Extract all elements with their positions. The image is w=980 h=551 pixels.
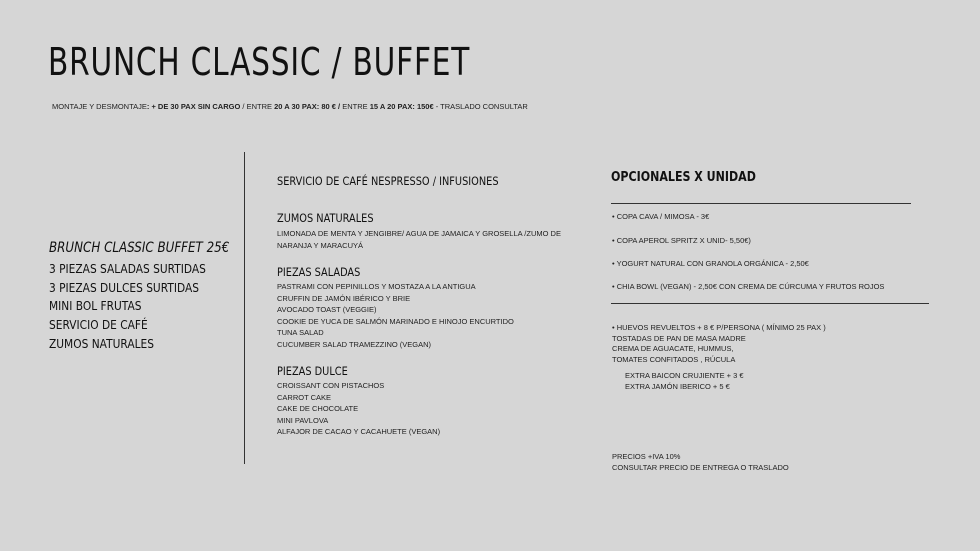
coffee-section <box>277 174 538 188</box>
juices-line: NARANJA Y MARACUYÁ <box>277 240 363 250</box>
eggs-line: TOMATES CONFITADOS , RÚCULA <box>612 354 736 364</box>
offer-item: 3 PIEZAS DULCES SURTIDAS <box>49 279 199 295</box>
transport-note: - TRASLADO CONSULTAR <box>433 102 528 111</box>
footer-notes <box>612 452 789 473</box>
sweet-section <box>277 364 440 438</box>
delivery-note: CONSULTAR PRECIO DE ENTREGA O TRASLADO <box>612 462 789 472</box>
salty-item: TUNA SALAD <box>277 328 324 338</box>
sweet-title: PIEZAS DULCE <box>277 364 348 378</box>
offer-item: ZUMOS NATURALES <box>49 335 154 351</box>
optional-item: • CHIA BOWL (VEGAN) - 2,50€ CON CREMA DE CÚRCUMA Y FRUTOS ROJOS <box>612 282 885 291</box>
eggs-line: TOSTADAS DE PAN DE MASA MADRE <box>612 333 746 343</box>
setup-pricing-line <box>52 102 528 111</box>
sweet-item: ALFAJOR DE CACAO Y CACAHUETE (VEGAN) <box>277 427 441 437</box>
salty-item: PASTRAMI CON PEPINILLOS Y MOSTAZA A LA ANTIGUA <box>277 282 476 291</box>
eggs-block <box>612 323 826 365</box>
column-divider <box>244 152 245 464</box>
sweet-item: MINI PAVLOVA <box>277 415 329 425</box>
setup-free-threshold: : + DE 30 PAX SIN CARGO <box>146 102 241 111</box>
extras-block <box>625 371 744 392</box>
optionals-divider-bottom <box>611 303 929 304</box>
separator-text: ENTRE <box>342 102 370 111</box>
salty-item: CRUFFIN DE JAMÓN IBÉRICO Y BRIE <box>277 293 411 303</box>
salty-title: PIEZAS SALADAS <box>277 265 361 279</box>
salty-item: AVOCADO TOAST (VEGGIE) <box>277 305 377 315</box>
optionals-divider-top <box>611 203 911 204</box>
setup-price-20-30: 20 A 30 PAX: 80 € <box>274 102 336 111</box>
salty-item: COOKIE DE YUCA DE SALMÓN MARINADO E HINOJO ENCURTIDO <box>277 316 514 326</box>
optional-item: • COPA APEROL SPRITZ X UNID- 5,50€) <box>612 236 751 245</box>
optional-item: • YOGURT NATURAL CON GRANOLA ORGÁNICA - 2,50€ <box>612 259 809 268</box>
eggs-line: • HUEVOS REVUELTOS + 8 € P/PERSONA ( MÍNIMO 25 PAX ) <box>612 323 826 332</box>
extra-item: EXTRA JAMÓN IBERICO + 5 € <box>625 381 730 391</box>
optional-item: • COPA CAVA / MIMOSA - 3€ <box>612 212 710 221</box>
price-note: PRECIOS +IVA 10% <box>612 452 681 461</box>
optionals-title: OPCIONALES X UNIDAD <box>611 170 756 185</box>
page-title: BRUNCH CLASSIC / BUFFET <box>48 40 471 84</box>
offer-item: SERVICIO DE CAFÉ <box>49 317 148 333</box>
separator-text: / ENTRE <box>240 102 275 111</box>
sweet-item: CARROT CAKE <box>277 392 332 402</box>
extra-item: EXTRA BAICON CRUJIENTE + 3 € <box>625 371 744 380</box>
sweet-item: CROISSANT CON PISTACHOS <box>277 381 385 390</box>
offer-item: 3 PIEZAS SALADAS SURTIDAS <box>49 261 206 276</box>
offer-title: BRUNCH CLASSIC BUFFET 25€ <box>49 240 230 256</box>
eggs-line: CREMA DE AGUACATE, HUMMUS, <box>612 344 734 353</box>
offer-item: MINI BOL FRUTAS <box>49 298 142 314</box>
juices-line: LIMONADA DE MENTA Y JENGIBRE/ AGUA DE JAMAICA Y GROSELLA /ZUMO DE <box>277 229 561 238</box>
sweet-item: CAKE DE CHOCOLATE <box>277 404 359 414</box>
setup-label: MONTAJE Y DESMONTAJE <box>52 102 147 111</box>
juices-title: ZUMOS NATURALES <box>277 211 374 225</box>
offer-summary <box>49 240 261 354</box>
setup-price-15-20: 15 A 20 PAX: 150€ <box>369 102 434 111</box>
coffee-title: SERVICIO DE CAFÉ NESPRESSO / INFUSIONES <box>277 174 499 188</box>
salty-section <box>277 265 514 351</box>
juices-section <box>277 211 561 251</box>
separator-text: / <box>335 102 343 111</box>
salty-item: CUCUMBER SALAD TRAMEZZINO (VEGAN) <box>277 339 432 349</box>
